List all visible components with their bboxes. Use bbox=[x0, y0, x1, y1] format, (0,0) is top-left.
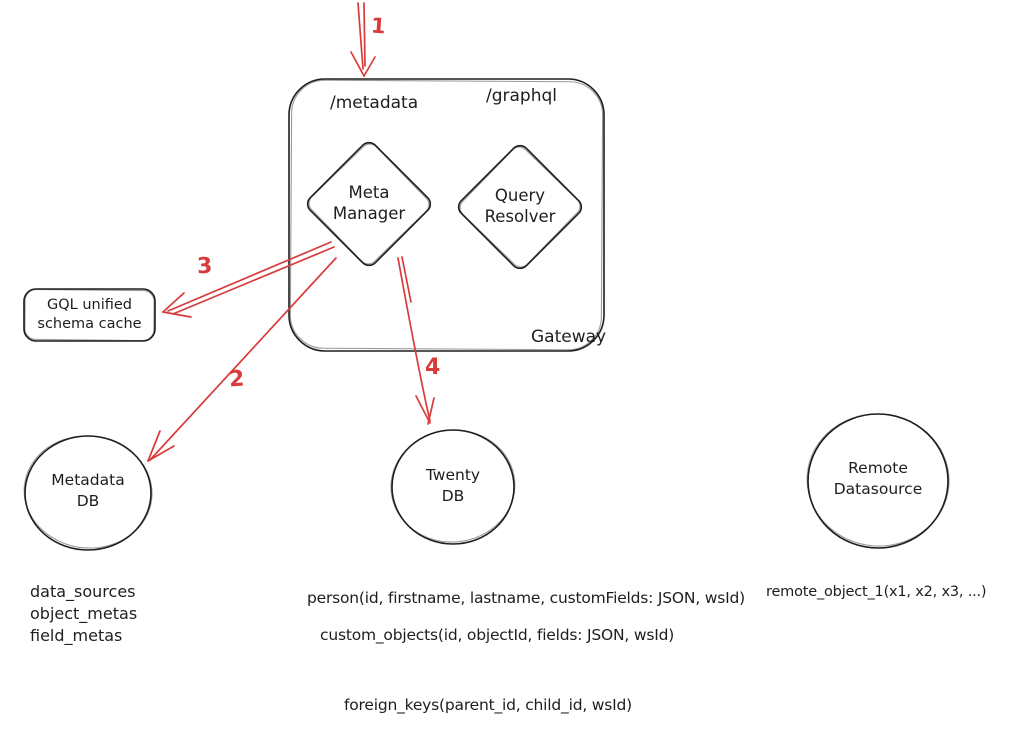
custom-objects-schema: custom_objects(id, objectId, fields: JSON, wsId) bbox=[320, 626, 675, 644]
arrow-step-4 bbox=[398, 257, 434, 424]
meta-manager-label-line1: Meta bbox=[348, 183, 390, 202]
metadata-db-label bbox=[28, 470, 148, 512]
meta-manager-label-line2: Manager bbox=[332, 204, 406, 223]
twenty-db-label bbox=[393, 465, 513, 507]
metadata-db-table-2: object_metas bbox=[30, 604, 138, 623]
gateway-label: Gateway bbox=[531, 327, 607, 347]
query-resolver-label bbox=[460, 185, 580, 227]
foreign-keys-schema: foreign_keys(parent_id, child_id, wsId) bbox=[344, 696, 632, 714]
metadata-db-label-line2: DB bbox=[76, 492, 100, 510]
endpoint-label-graphql: /graphql bbox=[486, 86, 558, 106]
schema-cache-label-line1: GQL unified bbox=[46, 297, 132, 313]
meta-manager-label bbox=[309, 182, 429, 224]
endpoint-label-metadata: /metadata bbox=[330, 93, 419, 113]
step-2-label: 2 bbox=[228, 366, 246, 393]
query-resolver-label-line2: Resolver bbox=[484, 207, 556, 226]
step-4-label: 4 bbox=[425, 355, 441, 380]
metadata-db-tables bbox=[30, 581, 137, 647]
query-resolver-label-line1: Query bbox=[494, 186, 546, 205]
remote-object-schema: remote_object_1(x1, x2, x3, ...) bbox=[766, 584, 987, 600]
person-schema: person(id, firstname, lastname, customFields: JSON, wsId) bbox=[307, 589, 745, 607]
remote-datasource-label bbox=[808, 458, 948, 500]
step-3-label: 3 bbox=[196, 253, 213, 280]
arrow-step-3 bbox=[163, 242, 334, 317]
metadata-db-table-3: field_metas bbox=[30, 626, 123, 645]
metadata-db-label-line1: Metadata bbox=[51, 471, 125, 489]
twenty-db-label-line1: Twenty bbox=[425, 466, 481, 484]
metadata-db-table-1: data_sources bbox=[30, 582, 136, 601]
schema-cache-label-line2: schema cache bbox=[37, 316, 142, 332]
remote-datasource-label-line1: Remote bbox=[848, 459, 908, 477]
step-1-label: 1 bbox=[370, 13, 387, 39]
schema-cache-label bbox=[24, 289, 155, 341]
arrow-step-2 bbox=[148, 258, 336, 461]
twenty-db-label-line2: DB bbox=[441, 487, 465, 505]
remote-datasource-label-line2: Datasource bbox=[833, 480, 923, 498]
